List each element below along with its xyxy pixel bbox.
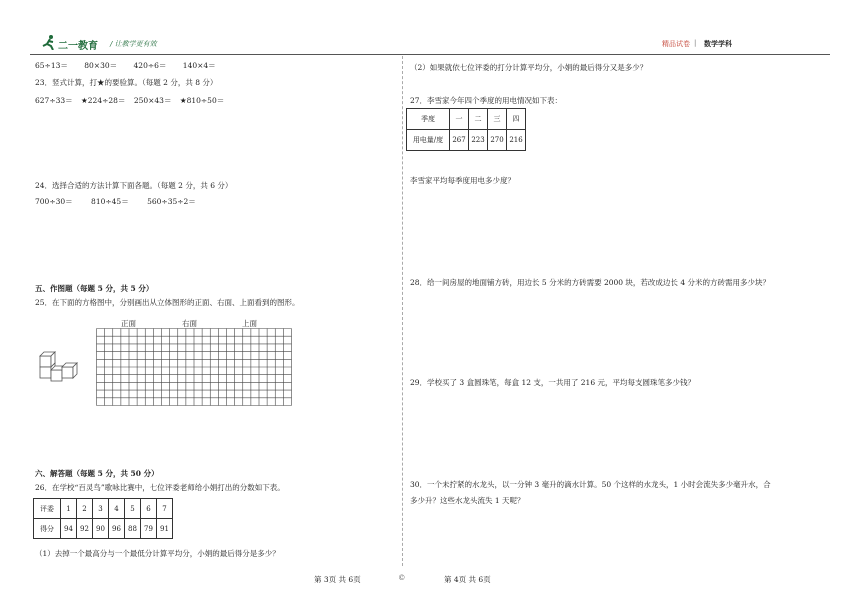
q24-items xyxy=(35,196,196,207)
cell: 7 xyxy=(157,499,173,519)
expr: 627÷33＝ xyxy=(35,96,73,105)
cell: 79 xyxy=(141,519,157,539)
header-subject: 数学学科 xyxy=(704,40,732,48)
question-27: 27．李雪家今年四个季度的用电情况如下表： xyxy=(410,96,563,105)
page-number-right: 第 4页 共 6页 xyxy=(444,575,491,584)
cell: 92 xyxy=(77,519,93,539)
cell: 5 xyxy=(125,499,141,519)
expr: ★810÷50＝ xyxy=(179,96,225,105)
cell: 94 xyxy=(61,519,77,539)
cell: 267 xyxy=(450,130,469,151)
grid-label-top: 上面 xyxy=(242,319,257,328)
slogan: / 让教学更有效 xyxy=(110,40,157,48)
cell: 6 xyxy=(141,499,157,519)
grid-label-right: 右面 xyxy=(182,319,197,328)
question-26-1: （1）去掉一个最高分与一个最低分计算平均分，小娟的最后得分是多少？ xyxy=(35,549,280,558)
cell: 270 xyxy=(488,130,507,151)
row-header: 评委 xyxy=(34,499,61,519)
drawing-grid[interactable] xyxy=(96,328,292,406)
question-23: 23．竖式计算，打★的要验算。（每题 2 分，共 8 分） xyxy=(35,78,218,87)
logo xyxy=(40,34,58,52)
question-26-2: （2）如果就依七位评委的打分计算平均分，小娟的最后得分又是多少？ xyxy=(410,63,648,72)
expr: 420÷6＝ xyxy=(133,61,167,70)
score-table xyxy=(33,498,173,539)
electricity-table xyxy=(406,108,526,151)
cell: 3 xyxy=(93,499,109,519)
grid-label-front: 正面 xyxy=(121,319,136,328)
cell: 216 xyxy=(507,130,526,151)
question-25: 25．在下面的方格图中，分别画出从立体图形的正面、右面、上面看到的图形。 xyxy=(35,298,300,307)
header-rule xyxy=(30,54,830,55)
section-6-title: 六、解答题（每题 5 分，共 50 分） xyxy=(35,469,159,478)
expr: 80×30＝ xyxy=(84,61,118,70)
expr: 810÷45＝ xyxy=(91,197,129,206)
mental-math-row xyxy=(35,60,216,71)
cell: 91 xyxy=(157,519,173,539)
cell: 二 xyxy=(469,109,488,130)
question-24: 24．选择合适的方法计算下面各题。（每题 2 分，共 6 分） xyxy=(35,181,233,190)
cell: 90 xyxy=(93,519,109,539)
question-26: 26．在学校“百灵鸟”歌咏比赛中，七位评委老师给小娟打出的分数如下表。 xyxy=(35,483,285,492)
section-5-title: 五、作图题（每题 5 分，共 5 分） xyxy=(35,284,154,293)
question-28: 28．给一间房屋的地面铺方砖，用边长 5 分米的方砖需要 2000 块，若改成边长 4 分米的方砖需用多少块？ xyxy=(410,278,770,287)
question-29: 29．学校买了 3 盒圆珠笔，每盒 12 支，一共用了 216 元，平均每支圆珠笔多少钱？ xyxy=(410,378,695,387)
cell: 一 xyxy=(450,109,469,130)
cell: 223 xyxy=(469,130,488,151)
header-separator: | xyxy=(694,39,697,47)
cell: 1 xyxy=(61,499,77,519)
page-number-left: 第 3页 共 6页 xyxy=(314,575,361,584)
cell: 4 xyxy=(109,499,125,519)
expr: ★224÷28＝ xyxy=(81,96,126,105)
q23-items xyxy=(35,95,224,106)
header-tag: 精品试卷 xyxy=(662,40,690,48)
cell: 96 xyxy=(109,519,125,539)
row-header: 用电量/度 xyxy=(407,130,450,151)
footer-mark: © xyxy=(398,573,406,582)
expr: 250×43＝ xyxy=(133,96,172,105)
expr: 700÷30＝ xyxy=(35,197,73,206)
row-header: 得分 xyxy=(34,519,61,539)
question-30-line1: 30．一个未拧紧的水龙头，以一分钟 3 毫升的滴水计算。50 个这样的水龙头，1 小时会流失多少毫升水，合 xyxy=(410,480,771,489)
cell: 88 xyxy=(125,519,141,539)
question-30-line2: 多少升？这些水龙头流失 1 天呢？ xyxy=(410,496,525,505)
runner-logo-icon xyxy=(40,34,58,50)
cell: 三 xyxy=(488,109,507,130)
expr: 140×4＝ xyxy=(182,61,216,70)
brand-name: 二一教育 xyxy=(58,41,98,52)
page-divider xyxy=(402,56,403,566)
cell: 2 xyxy=(77,499,93,519)
row-header: 季度 xyxy=(407,109,450,130)
cube-figure xyxy=(36,350,86,386)
cell: 四 xyxy=(507,109,526,130)
question-27-ask: 李雪家平均每季度用电多少度？ xyxy=(410,176,515,185)
expr: 560÷35÷2＝ xyxy=(147,197,196,206)
expr: 65÷13＝ xyxy=(35,61,68,70)
